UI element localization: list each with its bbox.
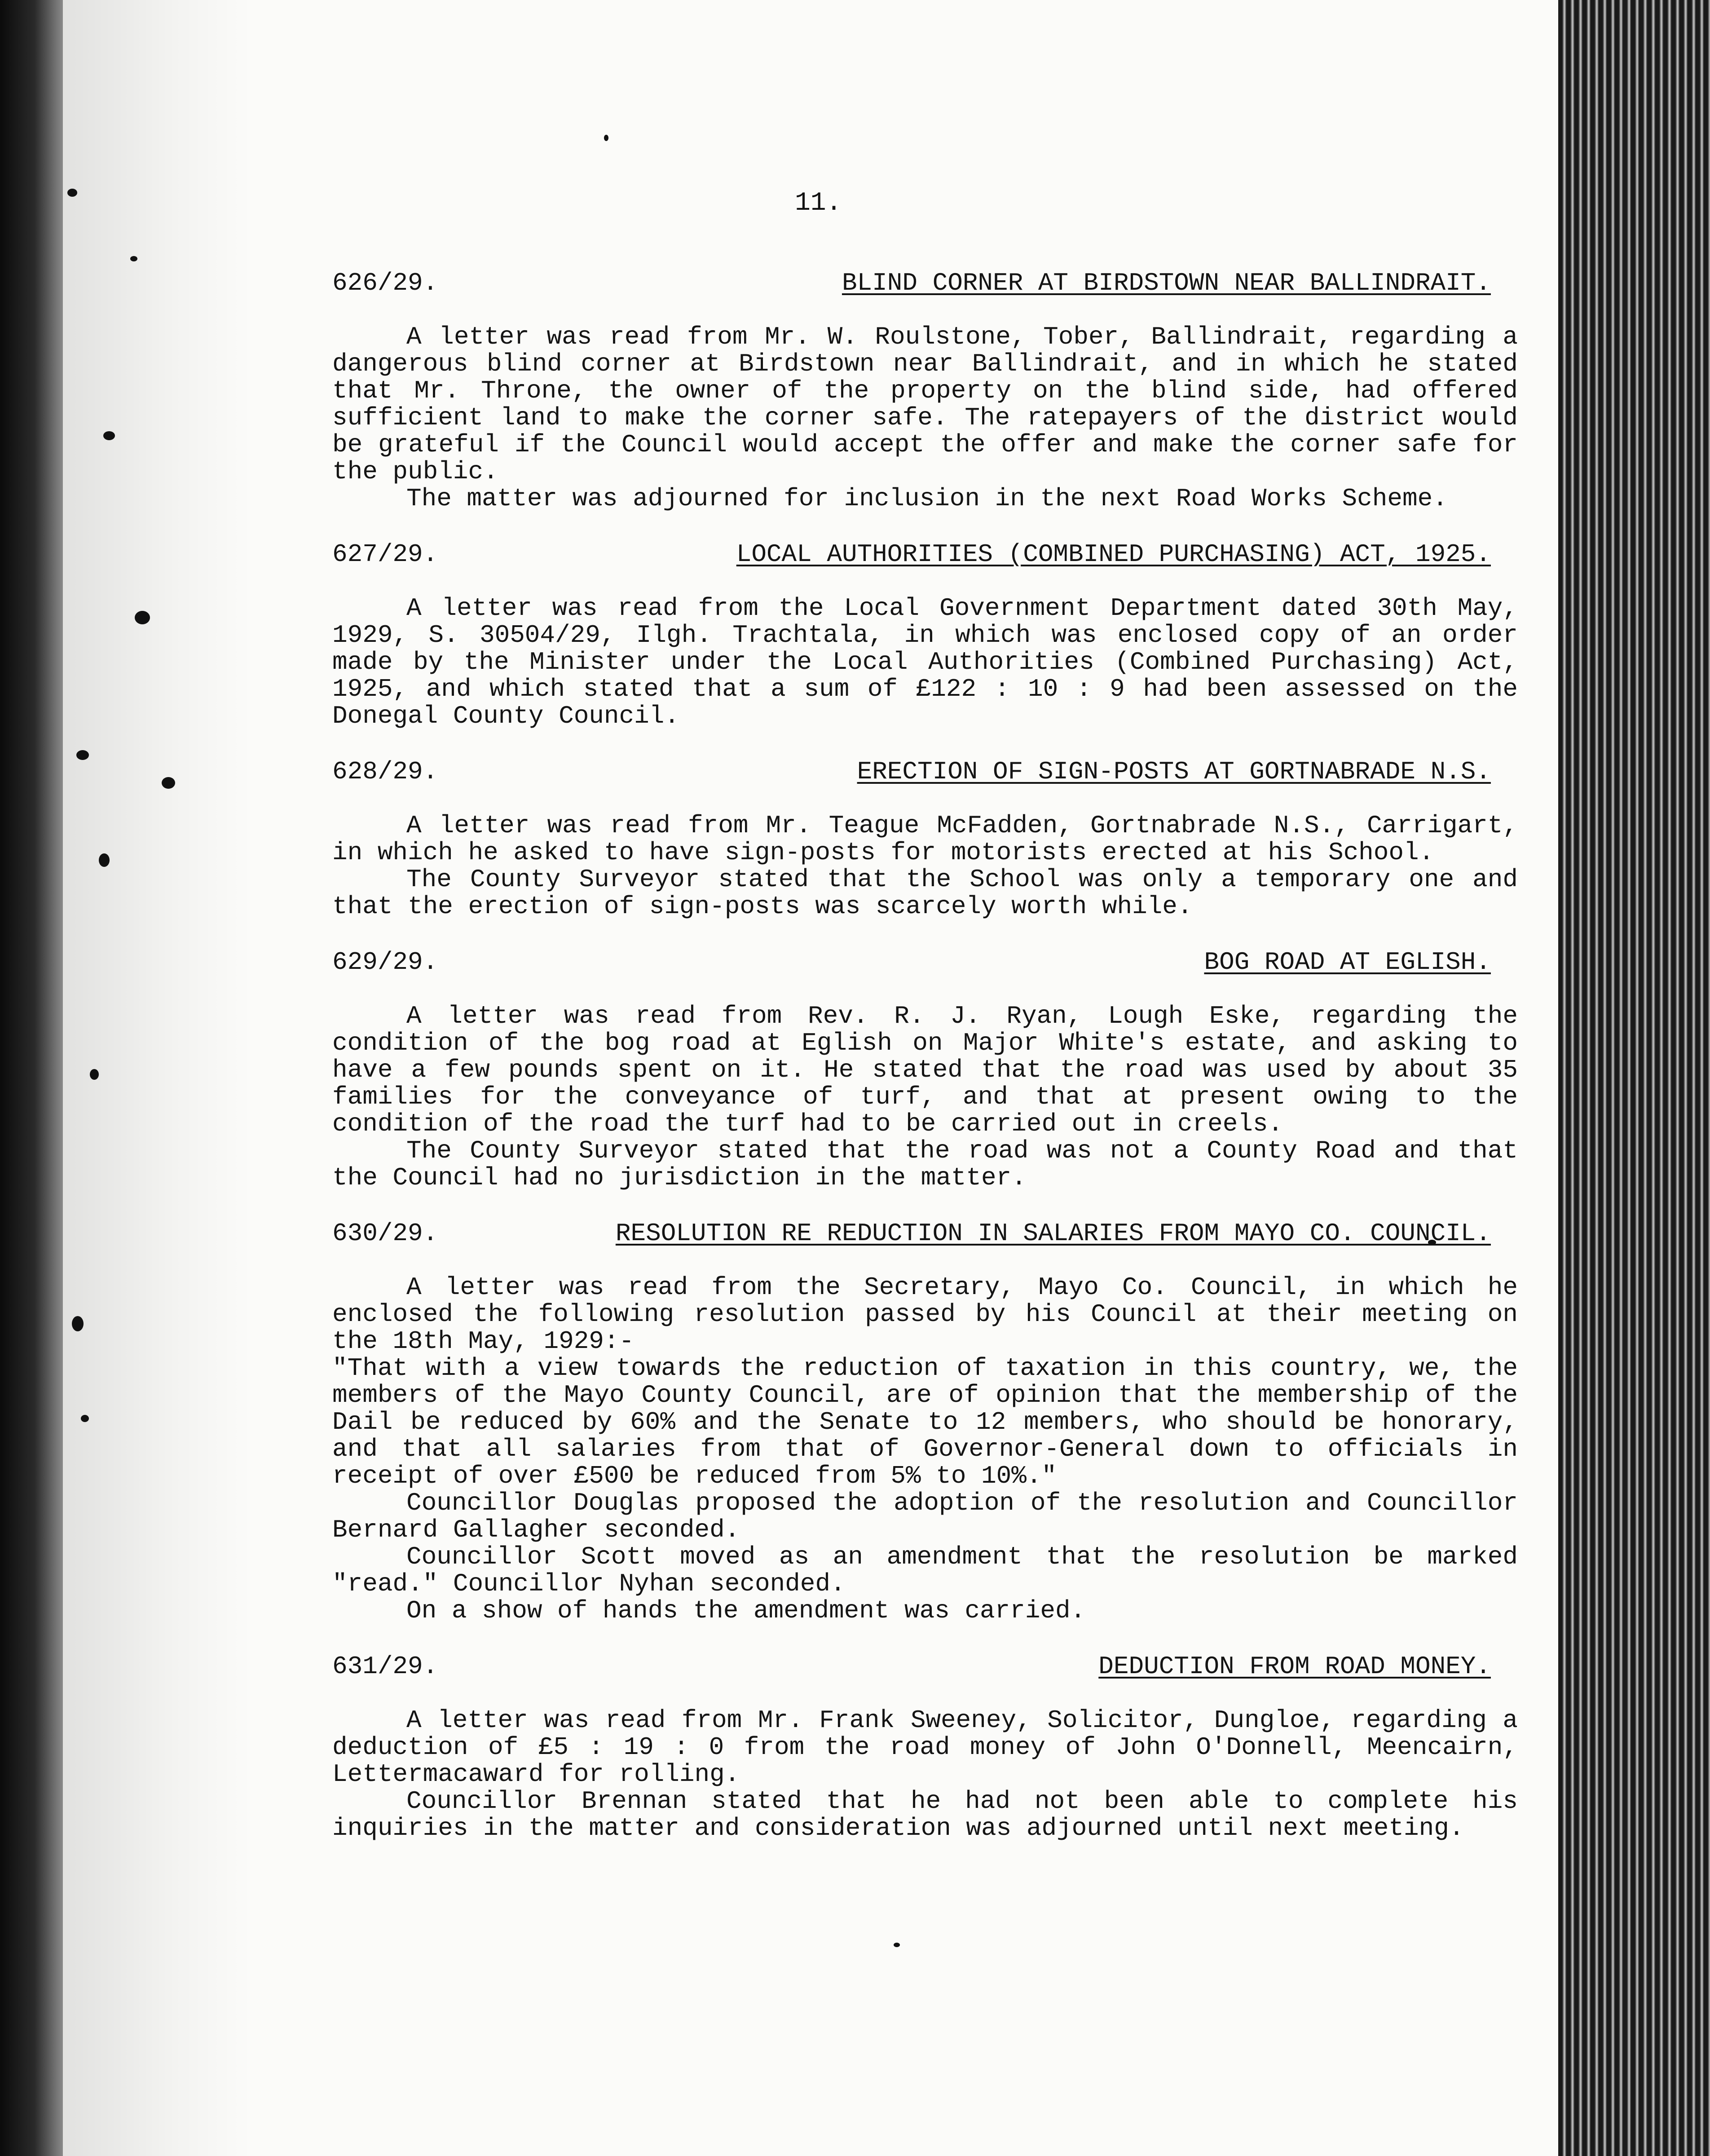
page-stack-edge bbox=[1558, 0, 1710, 2156]
minute-title: DEDUCTION FROM ROAD MONEY. bbox=[1098, 1652, 1491, 1681]
scan-speckle bbox=[90, 1069, 99, 1080]
minute-paragraph: The County Surveyor stated that the School was only a temporary one and that the erection of sign-posts was scarcely worth while. bbox=[332, 865, 1518, 921]
minute-paragraph: A letter was read from Mr. Frank Sweeney, Solicitor, Dungloe, regarding a deduction of £5 : 19 : 0 from the road money of John O'Donnell, Meencairn, Lettermacaward for rolling. bbox=[332, 1706, 1518, 1789]
minute-title: RESOLUTION RE REDUCTION IN SALARIES FROM MAYO CO. COUNCIL. bbox=[615, 1219, 1491, 1248]
minute-paragraph: The matter was adjourned for inclusion in the next Road Works Scheme. bbox=[406, 484, 1448, 513]
minute-paragraph: A letter was read from the Local Government Department dated 30th May, 1929, S. 30504/29, Ilgh. Trachtala, in which was enclosed copy of an order made by the Minister under the Local Authorities (Combined Purchasing) Act, 1925, and which stated that a sum of £122 : 10 : 9 had been assessed on the Donegal County Council. bbox=[332, 594, 1518, 730]
minute-heading bbox=[332, 758, 1518, 785]
minute-heading bbox=[332, 541, 1518, 568]
minute-paragraph: The County Surveyor stated that the road was not a County Road and that the Council had no jurisdiction in the matter. bbox=[332, 1136, 1518, 1192]
scan-speckle bbox=[103, 431, 115, 440]
scan-speckle bbox=[894, 1943, 900, 1947]
minute-item bbox=[332, 1653, 1518, 1842]
minute-paragraph: A letter was read from the Secretary, Mayo Co. Council, in which he enclosed the following resolution passed by his Council at their meeting on the 18th May, 1929:- bbox=[332, 1273, 1518, 1356]
scan-speckle bbox=[99, 853, 110, 867]
scan-left-border bbox=[0, 0, 63, 2156]
minute-number: 626/29. bbox=[332, 269, 438, 297]
quoted-resolution: "That with a view towards the reduction of taxation in this country, we, the members of the Mayo County Council, are of opinion that the membership of the Dail be reduced by 60% and the Senate to 12 members, who should be honorary, and that all salaries from that of Governor-General down to officials in receipt of over £500 be reduced from 5% to 10%." bbox=[332, 1354, 1518, 1490]
page-number: 11. bbox=[795, 189, 842, 218]
minute-paragraph: Councillor Douglas proposed the adoption of the resolution and Councillor Bernard Gallagher seconded. bbox=[332, 1489, 1518, 1544]
minute-title: ERECTION OF SIGN-POSTS AT GORTNABRADE N.S. bbox=[857, 757, 1491, 786]
minute-item bbox=[332, 1220, 1518, 1624]
minute-item bbox=[332, 270, 1518, 512]
minute-item bbox=[332, 758, 1518, 920]
minute-paragraph: Councillor Scott moved as an amendment that the resolution be marked "read." Councillor Nyhan seconded. bbox=[332, 1542, 1518, 1598]
scan-speckle bbox=[162, 777, 175, 789]
minute-paragraph: Councillor Brennan stated that he had not been able to complete his inquiries in the matter and consideration was adjourned until next meeting. bbox=[332, 1787, 1518, 1842]
minute-number: 630/29. bbox=[332, 1219, 438, 1248]
minute-heading bbox=[332, 1220, 1518, 1247]
scan-speckle bbox=[604, 135, 608, 141]
minute-heading bbox=[332, 1653, 1518, 1680]
minute-number: 629/29. bbox=[332, 948, 438, 976]
scan-speckle bbox=[76, 750, 89, 760]
minute-paragraph: On a show of hands the amendment was carried. bbox=[406, 1596, 1086, 1625]
minute-heading bbox=[332, 270, 1518, 296]
minute-paragraph: A letter was read from Mr. Teague McFadden, Gortnabrade N.S., Carrigart, in which he asked to have sign-posts for motorists erected at his School. bbox=[332, 811, 1518, 867]
minute-title: LOCAL AUTHORITIES (COMBINED PURCHASING) ACT, 1925. bbox=[736, 540, 1491, 569]
scan-speckle bbox=[72, 1316, 84, 1331]
minute-title: BOG ROAD AT EGLISH. bbox=[1204, 948, 1491, 976]
minute-heading bbox=[332, 949, 1518, 976]
minute-number: 631/29. bbox=[332, 1652, 438, 1681]
minute-number: 627/29. bbox=[332, 540, 438, 569]
minute-paragraph: A letter was read from Mr. W. Roulstone, Tober, Ballindrait, regarding a dangerous blind corner at Birdstown near Ballindrait, and in which he stated that Mr. Throne, the owner of the property on the blind side, had offered sufficient land to make the corner safe. The ratepayers of the district would be grateful if the Council would accept the offer and make the corner safe for the public. bbox=[332, 323, 1518, 486]
minute-title: BLIND CORNER AT BIRDSTOWN NEAR BALLINDRAIT. bbox=[842, 269, 1491, 297]
minutes-body bbox=[332, 270, 1518, 1870]
minute-item bbox=[332, 541, 1518, 729]
scan-speckle bbox=[135, 611, 150, 624]
scan-speckle bbox=[130, 256, 137, 261]
minute-item bbox=[332, 949, 1518, 1191]
minute-paragraph: A letter was read from Rev. R. J. Ryan, Lough Eske, regarding the condition of the bog road at Eglish on Major White's estate, and asking to have a few pounds spent on it. He stated that the road was used by about 35 families for the conveyance of turf, and that at present owing to the condition of the road the turf had to be carried out in creels. bbox=[332, 1002, 1518, 1138]
scan-speckle bbox=[67, 189, 77, 197]
minute-number: 628/29. bbox=[332, 757, 438, 786]
scan-speckle bbox=[81, 1415, 89, 1422]
